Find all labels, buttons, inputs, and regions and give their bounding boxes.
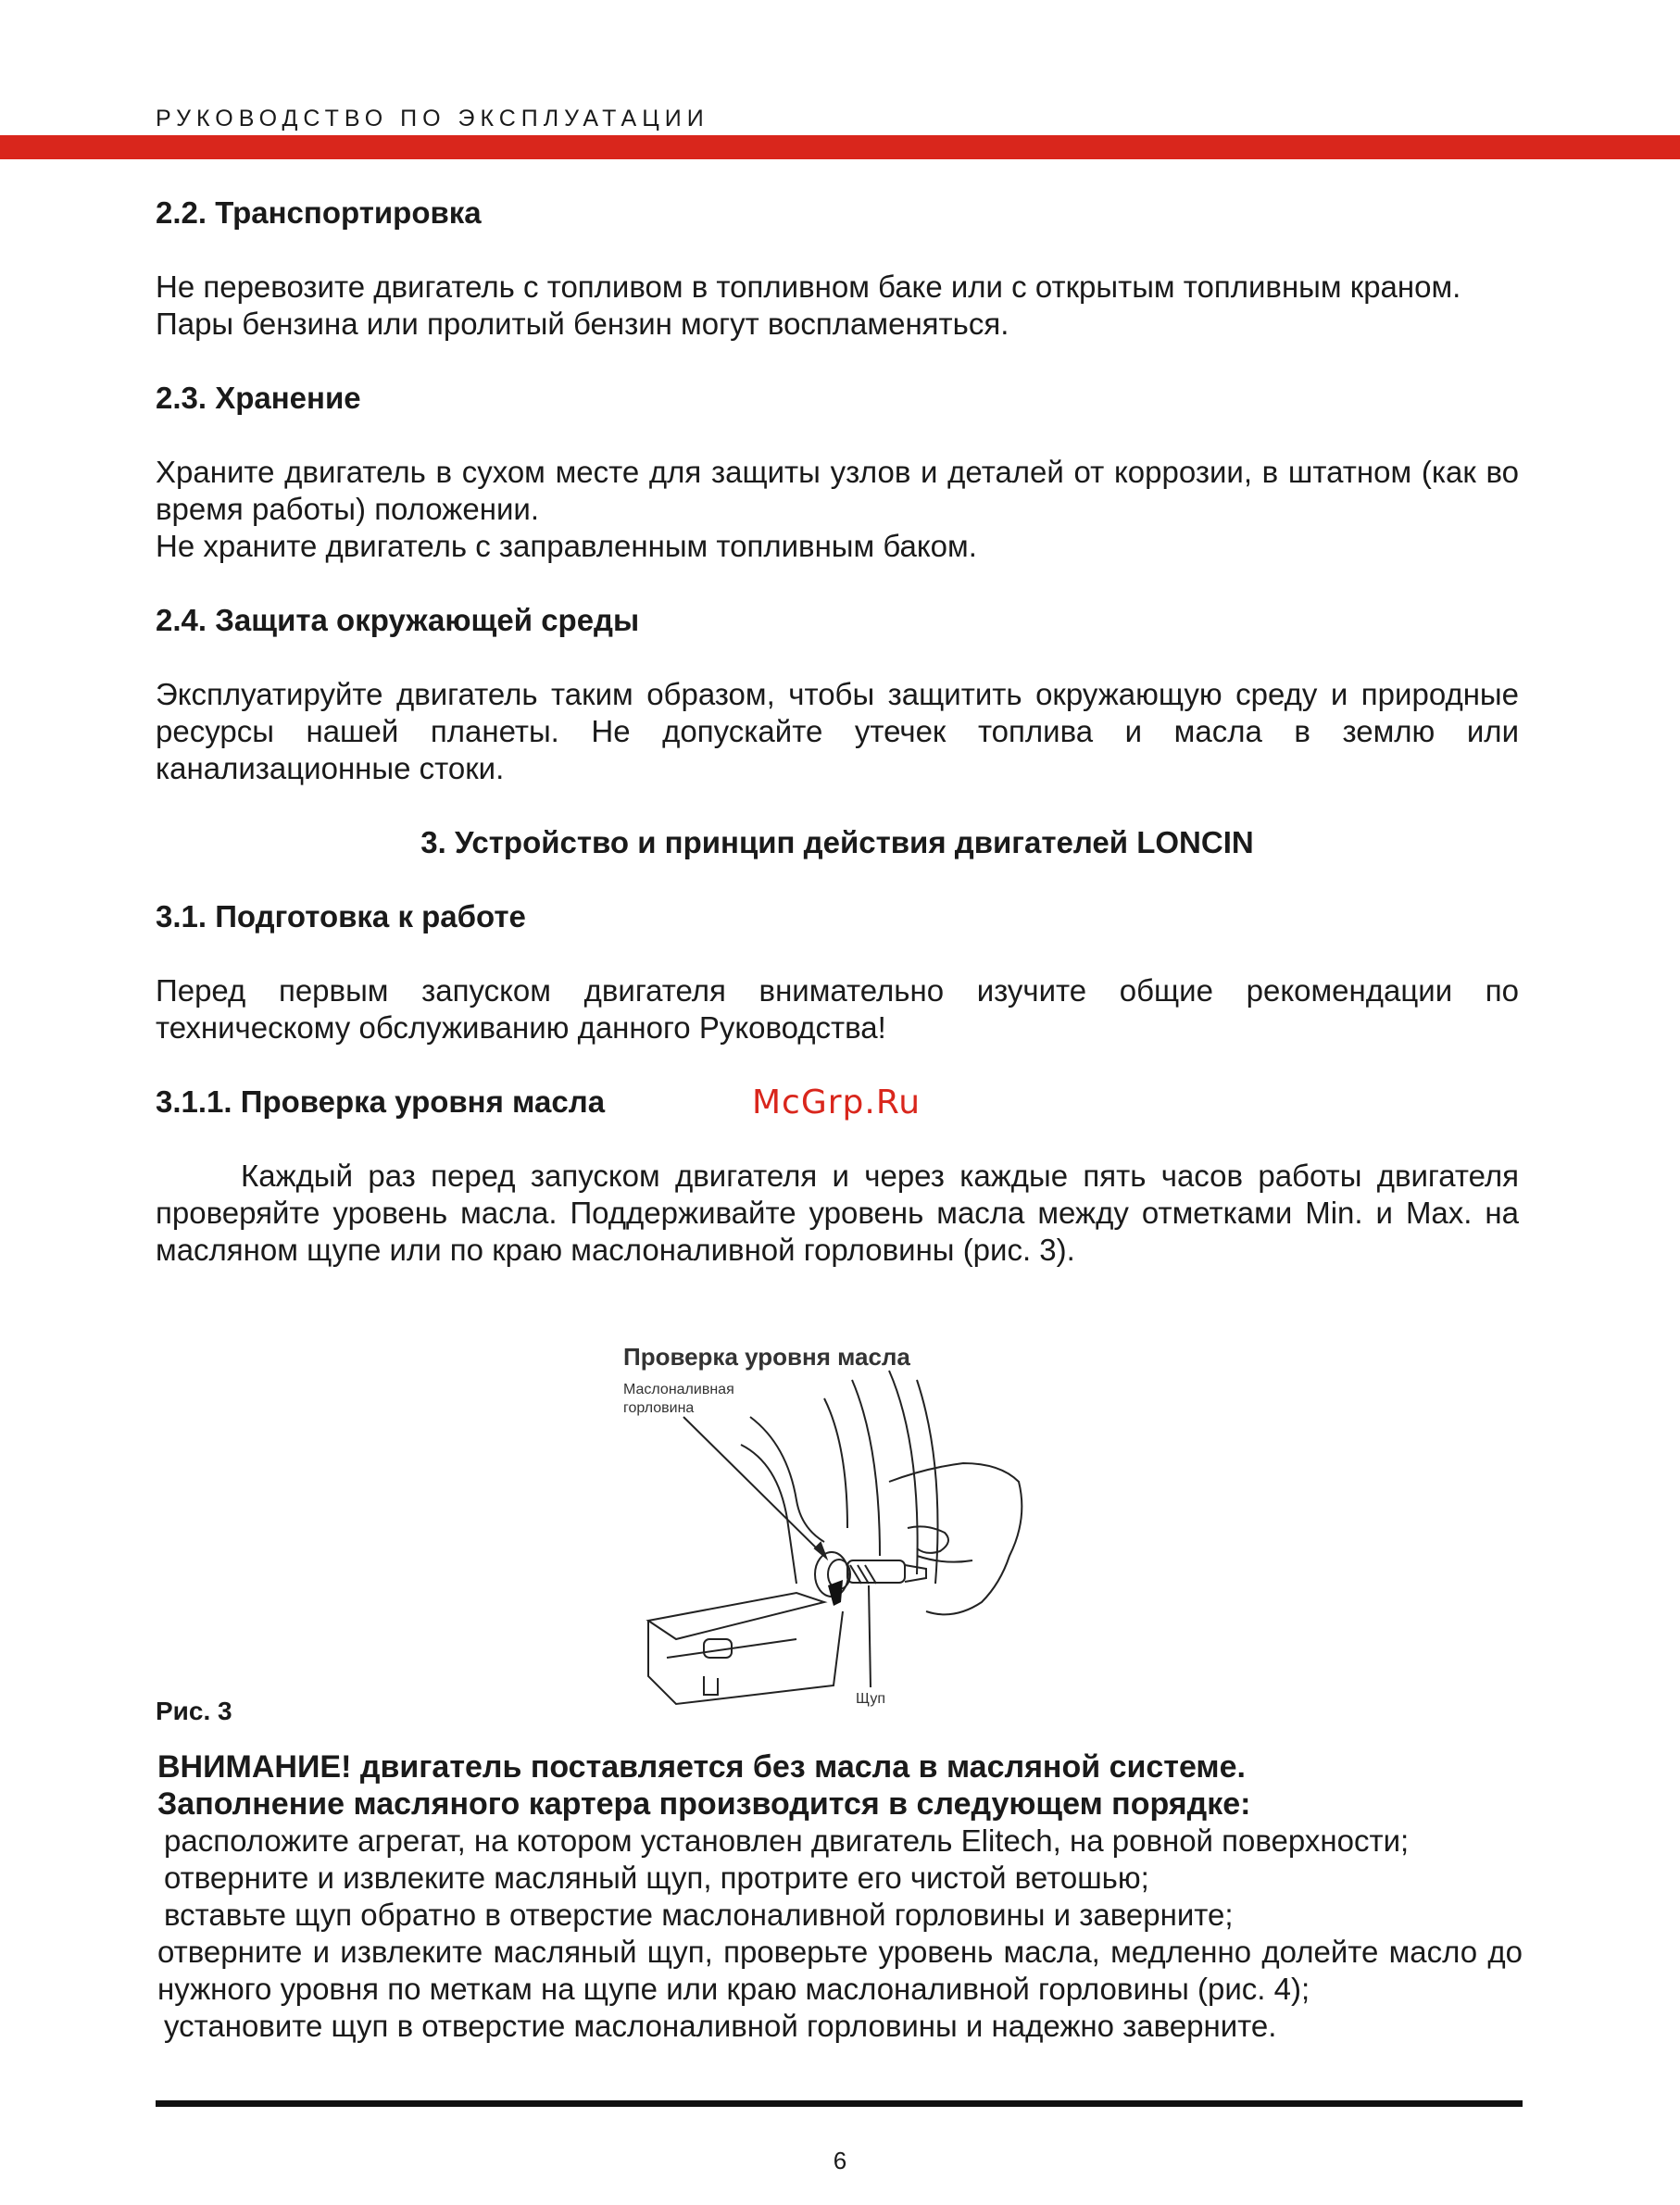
- section-2-3-paragraph-2: Не храните двигатель с заправленным топливным баком.: [156, 529, 977, 563]
- section-2-3-paragraph-1: Храните двигатель в сухом месте для защиты узлов и деталей от коррозии, в штатном (как во время работы) положении.: [156, 455, 1519, 526]
- warning-step-5: установите щуп в отверстие маслоналивной горловины и надежно заверните.: [164, 2009, 1277, 2043]
- warning-step-1: расположите агрегат, на котором установлен двигатель Elitech, на ровной поверхности;: [164, 1823, 1410, 1858]
- warning-step-4: отверните и извлеките масляный щуп, проверьте уровень масла, медленно долейте масло до нужного уровня по меткам на щупе или краю маслоналивной горловины (рис. 4);: [157, 1935, 1523, 2006]
- section-3-1-title: 3.1. Подготовка к работе: [156, 899, 526, 933]
- page-number: 6: [833, 2147, 847, 2174]
- figure-caption: Рис. 3: [156, 1697, 232, 1725]
- section-3-1-1-title: 3.1.1. Проверка уровня масла: [156, 1084, 606, 1119]
- section-2-3-title: 2.3. Хранение: [156, 381, 361, 415]
- warning-line-1: ВНИМАНИЕ! двигатель поставляется без масла в масляной системе.: [157, 1749, 1246, 1785]
- section-2-2-paragraph-2: Пары бензина или пролитый бензин могут воспламеняться.: [156, 307, 1009, 341]
- figure-label-dipstick: Щуп: [856, 1691, 886, 1707]
- warning-step-2: отверните и извлеките масляный щуп, протрите его чистой ветошью;: [164, 1860, 1149, 1895]
- section-3-1-paragraph-1: Перед первым запуском двигателя внимательно изучите общие рекомендации по техническому обслуживанию данного Руководства!: [156, 973, 1519, 1045]
- figure-label-oil-neck-line-1: Маслоналивная: [623, 1382, 734, 1397]
- document-header-title: РУКОВОДСТВО ПО ЭКСПЛУАТАЦИИ: [156, 106, 709, 132]
- footer-rule: [156, 2100, 1523, 2107]
- warning-line-2: Заполнение масляного картера производится в следующем порядке:: [157, 1786, 1251, 1822]
- section-2-4-title: 2.4. Защита окружающей среды: [156, 603, 640, 637]
- oil-check-figure: [611, 1343, 1111, 1741]
- section-3-1-1-paragraph-1: Каждый раз перед запуском двигателя и через каждые пять часов работы двигателя проверяйте уровень масла. Поддерживайте уровень масла между отметками Min. и Max. на масляном щупе или по краю маслоналивной горловины (рис. 3).: [156, 1159, 1519, 1267]
- warning-block: [157, 1748, 1523, 2045]
- section-2-4-paragraph-1: Эксплуатируйте двигатель таким образом, чтобы защитить окружающую среду и природные ресурсы нашей планеты. Не допускайте утечек топлива и масла в землю или канализационные стоки.: [156, 677, 1519, 785]
- warning-step-3: вставьте щуп обратно в отверстие маслоналивной горловины и заверните;: [164, 1898, 1234, 1932]
- figure-label-oil-neck-line-2: горловина: [623, 1400, 695, 1416]
- section-3-title: 3. Устройство и принцип действия двигателей LONCIN: [420, 825, 1254, 859]
- engine-dipstick-illustration: [611, 1343, 1111, 1741]
- watermark: McGrp.Ru: [752, 1084, 921, 1121]
- section-2-2-title: 2.2. Транспортировка: [156, 195, 482, 230]
- header-red-bar: [0, 135, 1680, 159]
- figure-title: Проверка уровня масла: [623, 1343, 910, 1371]
- section-2-2-paragraph-1: Не перевозите двигатель с топливом в топливном баке или с открытым топливным краном.: [156, 269, 1461, 304]
